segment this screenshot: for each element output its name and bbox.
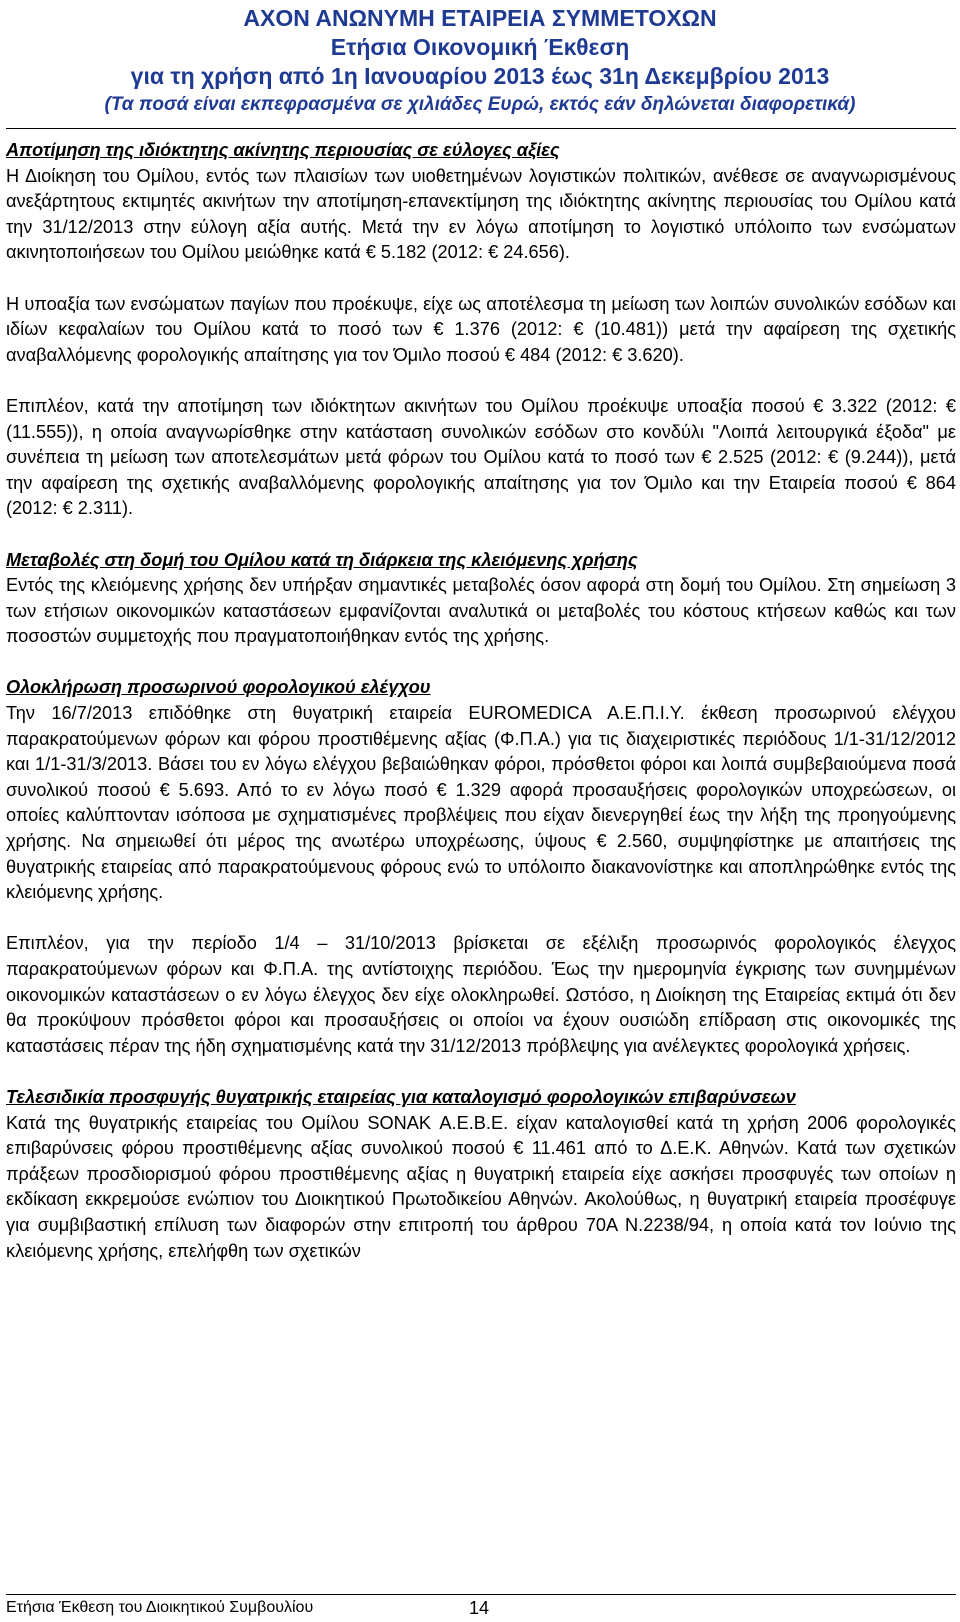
paragraph: Η υποαξία των ενσώματων παγίων που προέκυψε, είχε ως αποτέλεσμα τη μείωση των λοιπών συνολικών εσόδων και ιδίων κεφαλαίων του Ομίλου κατά το ποσό των € 1.376 (2012: € (10.481)) μετά την αφαίρεση της σχετικής αναβαλλόμενης φορολογικής απαίτησης για τον Όμιλο ποσού € 484 (2012: € 3.620). <box>6 293 956 365</box>
section-group-structure <box>6 548 956 650</box>
paragraph: Επιπλέον, κατά την αποτίμηση των ιδιόκτητων ακινήτων του Ομίλου προέκυψε υποαξία ποσού € 3.322 (2012: € (11.555)), η οποία αναγνωρίσθηκε στην κατάσταση συνολικών εσόδων στο κονδύλι "Λοιπά λειτουργικά έξοδα" με συνέπεια τη μείωση των αποτελεσμάτων μετά φόρων του Ομίλου κατά το ποσό των € 2.525 (2012: € (9.244)), μετά την αφαίρεση της σχετικής αναβαλλόμενης φορολογικής απαίτησης για τον Όμιλο και την Εταιρεία ποσού € 864 (2012: € 2.311). <box>6 395 956 519</box>
section-heading: Ολοκλήρωση προσωρινού φορολογικού ελέγχου <box>6 677 431 698</box>
section-tax-appeal <box>6 1085 956 1264</box>
section-heading: Μεταβολές στη δομή του Ομίλου κατά τη διάρκεια της κλειόμενης χρήσης <box>6 549 638 570</box>
header-divider <box>6 128 956 129</box>
paragraph: Την 16/7/2013 επιδόθηκε στη θυγατρική εταιρεία EUROMEDICA Α.Ε.Π.Ι.Υ. έκθεση προσωρινού ελέγχου παρακρατούμενων φόρων και φόρου προστιθέμενης αξίας (Φ.Π.Α.) για τις διαχειριστικές περιόδους 1/1-31/12/2012 και 1/1-31/3/2013. Βάσει του εν λόγω ελέγχου βεβαιώθηκαν φόροι, πρόσθετοι φόροι και λοιπά συμβεβαιούμενα ποσά συνολικού ποσού € 5.693. Από το εν λόγω ποσό € 1.329 αφορά προσαυξήσεις φορολογικών υποχρεώσεων, οι οποίες καλύπτονταν ισόποσα με σχηματισμένες προβλέψεις που είχαν διενεργηθεί έως την λήξη της προηγούμενης χρήσης. Να σημειωθεί ότι μέρος της ανωτέρω υποχρέωσης, ύψους € 2.560, συμψηφίστηκε με απαιτήσεις της θυγατρικής εταιρείας από παρακρατούμενους φόρους ενώ το υπόλοιπο διακανονίστηκε και αποπληρώθηκε εντός της κλειόμενης χρήσης. <box>6 703 956 903</box>
report-period: για τη χρήση από 1η Ιανουαρίου 2013 έως 31η Δεκεμβρίου 2013 <box>130 63 830 89</box>
section-heading: Τελεσιδικία προσφυγής θυγατρικής εταιρείας για καταλογισμό φορολογικών επιβαρύνσεων <box>6 1086 796 1107</box>
paragraph: Κατά της θυγατρικής εταιρείας του Ομίλου SONAK Α.Ε.Β.Ε. είχαν καταλογισθεί κατά τη χρήση 2006 φορολογικές επιβαρύνσεις φόρου προστιθέμενης αξίας συνολικού ποσού € 11.461 από το Δ.Ε.Κ. Αθηνών. Κατά των σχετικών πράξεων προσδιορισμού φόρου προστιθέμενης αξίας η θυγατρική εταιρεία είχε ασκήσει προσφυγές των οποίων η εκδίκαση εκκρεμούσε ενώπιον του Διοικητικού Πρωτοδικείου Αθηνών. Ακολούθως, η θυγατρική εταιρεία προσέφυγε για συμβιβαστική επίλυση των διαφορών στην επιτροπή του άρθρου 70Α Ν.2238/94, η οποία κατά τον Ιούνιο της κλειόμενης χρήσης, επελήφθη των σχετικών <box>6 1112 956 1261</box>
section-fair-value <box>6 138 956 522</box>
currency-note: (Τα ποσά είναι εκπεφρασμένα σε χιλιάδες Ευρώ, εκτός εάν δηλώνεται διαφορετικά) <box>104 94 856 115</box>
paragraph: Η Διοίκηση του Ομίλου, εντός των πλαισίων των υιοθετημένων λογιστικών πολιτικών, ανέθεσε σε αναγνωρισμένους ανεξάρτητους εκτιμητές ακινήτων την αποτίμηση-επανεκτίμηση της ιδιόκτητης ακίνητης περιουσίας του Ομίλου κατά την 31/12/2013 στην εύλογη αξία αυτής. Μετά την εν λόγω αποτίμηση το λογιστικό υπόλοιπο των ενσώματων ακινητοποιήσεων του Ομίλου μειώθηκε κατά € 5.182 (2012: € 24.656). <box>6 165 956 263</box>
paragraph: Εντός της κλειόμενης χρήσης δεν υπήρξαν σημαντικές μεταβολές όσον αφορά στη δομή του Ομίλου. Στη σημείωση 3 των ετήσιων οικονομικών καταστάσεων εμφανίζονται αναλυτικά οι μεταβολές του κόστους κτήσεων καθώς και των ποσοστών συμμετοχής που πραγματοποιήθηκαν εντός της χρήσης. <box>6 575 956 647</box>
section-tax-audit <box>6 675 956 1059</box>
document-body <box>6 138 956 1264</box>
section-heading: Αποτίμηση της ιδιόκτητης ακίνητης περιουσίας σε εύλογες αξίες <box>6 140 560 160</box>
company-name: ΑΧΟΝ ΑΝΩΝΥΜΗ ΕΤΑΙΡΕΙΑ ΣΥΜΜΕΤΟΧΩΝ <box>243 5 717 31</box>
footer-divider <box>6 1594 956 1595</box>
paragraph: Επιπλέον, για την περίοδο 1/4 – 31/10/2013 βρίσκεται σε εξέλιξη προσωρινός φορολογικός έλεγχος παρακρατούμενων φόρων και Φ.Π.Α. της αντίστοιχης περιόδου. Έως την ημερομηνία έγκρισης των συνημμένων οικονομικών καταστάσεων ο εν λόγω έλεγχος δεν είχε ολοκληρωθεί. Ωστόσο, η Διοίκηση της Εταιρείας εκτιμά ότι δεν θα προκύψουν πρόσθετοι φόροι και προσαυξήσεις οι οποίοι να έχουν ουσιώδη επίδραση στις οικονομικές της καταστάσεις πέραν της ήδη σχηματισμένης κατά την 31/12/2013 πρόβλεψης για ανέλεγκτες φορολογικά χρήσεις. <box>6 933 956 1056</box>
document-header <box>0 4 960 118</box>
page-number: 14 <box>469 1598 490 1618</box>
footer-text: Ετήσια Έκθεση του Διοικητικού Συμβουλίου <box>6 1599 314 1616</box>
report-title: Ετήσια Οικονομική Έκθεση <box>330 34 630 60</box>
